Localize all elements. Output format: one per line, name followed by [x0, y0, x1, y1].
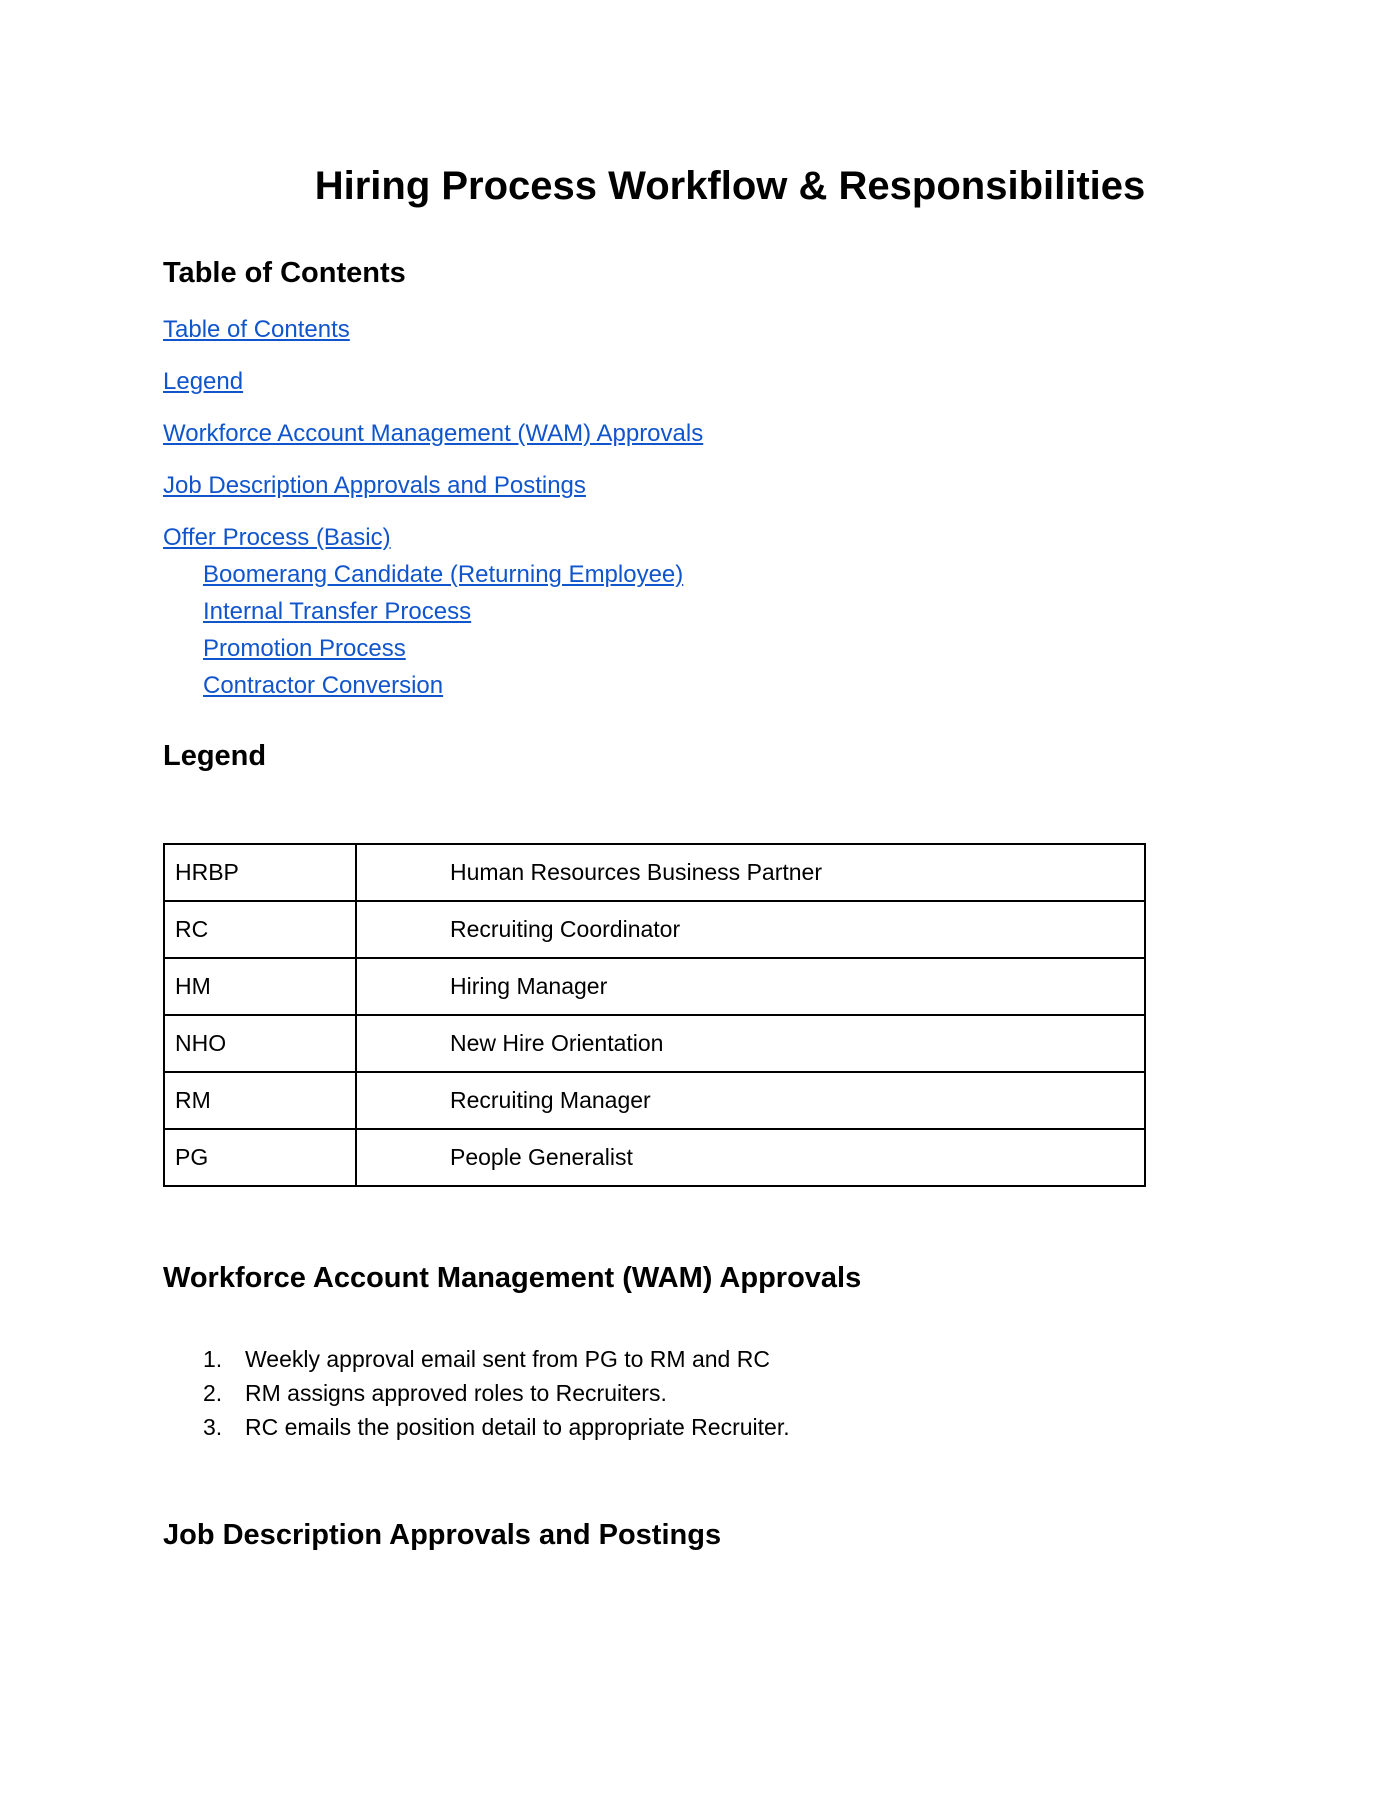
toc-link-table-of-contents[interactable]: Table of Contents [163, 316, 350, 343]
list-item [203, 1342, 790, 1376]
wam-heading: Workforce Account Management (WAM) Approvals [163, 1262, 862, 1294]
table-row [164, 1129, 1145, 1186]
toc-link-internal-transfer[interactable]: Internal Transfer Process [203, 598, 472, 625]
document-title: Hiring Process Workflow & Responsibilities [314, 164, 1146, 208]
table-row [164, 1015, 1145, 1072]
step-text: RC emails the position detail to appropriate Recruiter. [245, 1414, 790, 1440]
legend-table [163, 843, 1146, 1187]
step-number: 1. [203, 1346, 223, 1372]
toc-link-boomerang-candidate[interactable]: Boomerang Candidate (Returning Employee) [203, 561, 684, 588]
toc-link-offer-process[interactable]: Offer Process (Basic) [163, 524, 391, 551]
legend-full: New Hire Orientation [356, 1015, 1145, 1072]
wam-steps-list [203, 1342, 790, 1444]
legend-full: Hiring Manager [356, 958, 1145, 1015]
step-text: RM assigns approved roles to Recruiters. [245, 1380, 667, 1406]
legend-abbr: NHO [164, 1015, 356, 1072]
legend-heading: Legend [163, 740, 267, 772]
legend-abbr: PG [164, 1129, 356, 1186]
list-item [203, 1410, 790, 1444]
table-row [164, 958, 1145, 1015]
table-row [164, 844, 1145, 901]
toc-link-contractor-conversion[interactable]: Contractor Conversion [203, 672, 444, 699]
toc-link-wam-approvals[interactable]: Workforce Account Management (WAM) Approvals [163, 420, 704, 447]
toc-link-job-description[interactable]: Job Description Approvals and Postings [163, 472, 586, 499]
toc-link-legend[interactable]: Legend [163, 368, 244, 395]
legend-abbr: RC [164, 901, 356, 958]
legend-full: Recruiting Manager [356, 1072, 1145, 1129]
table-row [164, 901, 1145, 958]
legend-abbr: RM [164, 1072, 356, 1129]
step-number: 2. [203, 1380, 223, 1406]
toc-link-promotion-process[interactable]: Promotion Process [203, 635, 406, 662]
list-item [203, 1376, 790, 1410]
table-row [164, 1072, 1145, 1129]
legend-full: Human Resources Business Partner [356, 844, 1145, 901]
legend-abbr: HRBP [164, 844, 356, 901]
step-number: 3. [203, 1414, 223, 1440]
step-text: Weekly approval email sent from PG to RM and RC [245, 1346, 770, 1372]
job-description-heading: Job Description Approvals and Postings [163, 1519, 722, 1551]
legend-full: People Generalist [356, 1129, 1145, 1186]
legend-full: Recruiting Coordinator [356, 901, 1145, 958]
toc-heading: Table of Contents [163, 257, 406, 289]
legend-abbr: HM [164, 958, 356, 1015]
